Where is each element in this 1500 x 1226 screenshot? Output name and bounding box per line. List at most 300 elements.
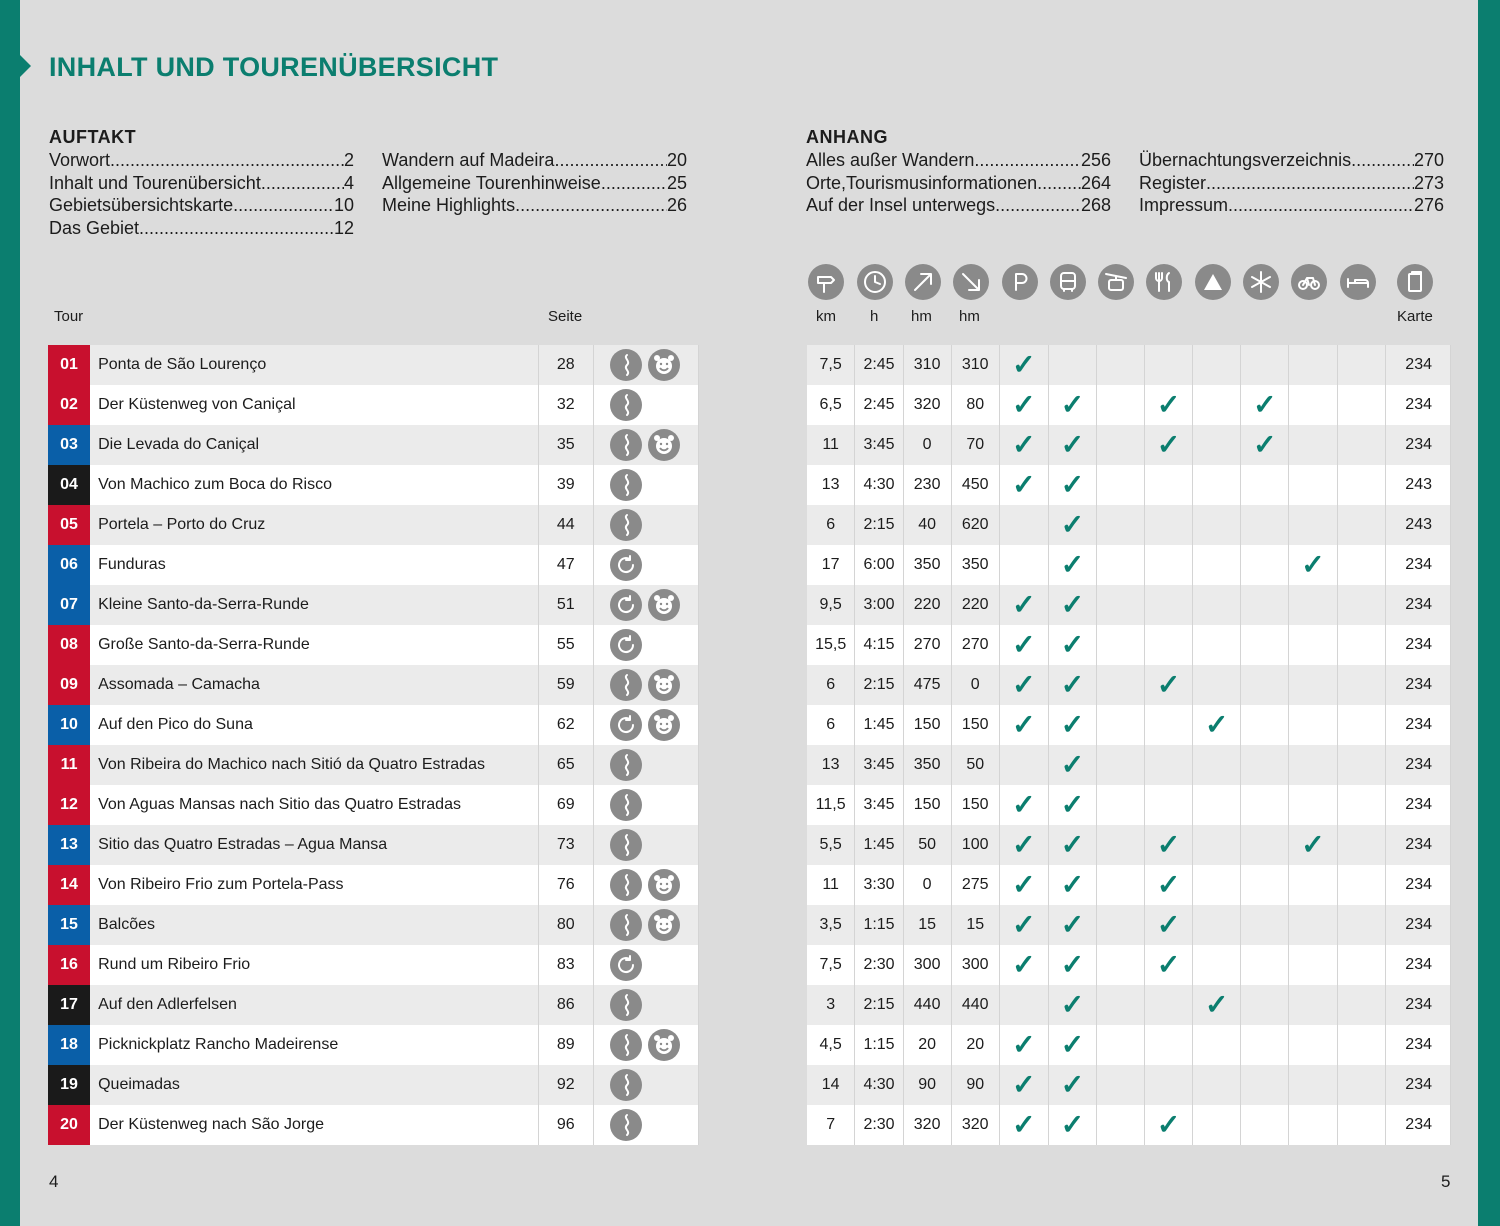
feature-cell [1289,1105,1337,1145]
toc-leader-dots [974,149,1081,172]
check-icon: ✓ [1012,909,1036,940]
toc-entry[interactable] [1139,172,1444,195]
feature-cell [1048,1065,1096,1105]
tour-page: 44 [538,505,593,545]
summit-icon [1195,264,1231,300]
feature-cell [1241,785,1289,825]
tour-type-cell [593,1105,698,1145]
descent-arrow-icon [953,264,989,300]
tour-ascent: 475 [903,665,951,705]
check-icon: ✓ [1156,949,1181,980]
feature-cell [1048,505,1096,545]
tour-row[interactable] [48,665,1451,705]
tour-descent: 320 [951,1105,999,1145]
tour-row[interactable] [48,585,1451,625]
tour-descent: 275 [951,865,999,905]
toc-entry-page: 26 [666,195,687,215]
toc-entry[interactable] [49,194,354,217]
auftakt-list-1 [49,149,354,239]
route-path-icon [610,1029,642,1061]
tour-ascent: 320 [903,1105,951,1145]
toc-entry-page: 270 [1413,150,1444,170]
bus-icon [1050,264,1086,300]
toc-entry-label: Inhalt und Tourenübersicht [49,172,261,193]
tour-duration: 2:15 [855,505,903,545]
tour-ascent: 15 [903,905,951,945]
feature-cell [1241,425,1289,465]
toc-entry[interactable] [382,149,687,172]
check-icon: ✓ [1060,829,1085,860]
toc-entry[interactable] [382,194,687,217]
feature-cell [1337,1105,1385,1145]
tour-km: 3 [807,985,855,1025]
tour-number: 04 [48,465,90,505]
check-icon: ✓ [1060,669,1085,700]
tour-row[interactable] [48,545,1451,585]
check-icon: ✓ [1156,429,1181,460]
feature-cell [1193,505,1241,545]
toc-entry[interactable] [806,194,1111,217]
tour-name[interactable]: Auf den Adlerfelsen [90,985,538,1025]
tour-name[interactable]: Rund um Ribeiro Frio [90,945,538,985]
tour-type-cell [593,905,698,945]
toc-entry-page: 264 [1080,172,1111,193]
header-seite: Seite [548,308,583,325]
feature-cell [1337,465,1385,505]
toc-leader-dots [261,172,344,195]
header-hm-up: hm [911,308,932,325]
ascent-arrow-icon [905,264,941,300]
anhang-list-2 [1139,149,1444,217]
tour-number: 09 [48,665,90,705]
check-icon: ✓ [1012,389,1036,420]
tour-ascent: 350 [903,745,951,785]
tour-ascent: 220 [903,585,951,625]
tour-page: 35 [538,425,593,465]
feature-cell [1048,1025,1096,1065]
feature-cell [1337,745,1385,785]
feature-cell [1241,545,1289,585]
feature-cell [1193,385,1241,425]
tour-descent: 0 [951,665,999,705]
tour-name[interactable]: Funduras [90,545,538,585]
feature-cell [1145,1025,1193,1065]
feature-cell [1193,1025,1241,1065]
tour-descent: 20 [951,1025,999,1065]
feature-cell [1145,785,1193,825]
feature-cell [1145,705,1193,745]
tour-name[interactable]: Der Küstenweg nach São Jorge [90,1105,538,1145]
check-icon: ✓ [1060,949,1085,980]
feature-cell [1289,945,1337,985]
tour-map-page: 243 [1385,465,1450,505]
feature-cell [1193,345,1241,385]
tour-km: 17 [807,545,855,585]
tour-row[interactable] [48,825,1451,865]
round-tour-icon [610,949,642,981]
feature-cell [1048,825,1096,865]
feature-cell [1097,1025,1145,1065]
feature-cell [1337,945,1385,985]
tour-ascent: 440 [903,985,951,1025]
feature-cell [1145,1065,1193,1105]
tour-descent: 310 [951,345,999,385]
check-icon: ✓ [1012,1109,1036,1140]
route-path-icon [610,869,642,901]
tour-name[interactable]: Portela – Porto do Cruz [90,505,538,545]
column-gap [699,545,807,585]
tour-table [48,345,1451,1145]
header-h: h [870,308,879,325]
tour-km: 7 [807,1105,855,1145]
tour-name[interactable]: Balcões [90,905,538,945]
tour-row[interactable] [48,1065,1451,1105]
feature-cell [1337,345,1385,385]
auftakt-heading: AUFTAKT [49,127,137,147]
feature-cell [1097,345,1145,385]
toc-entry-page: 268 [1080,195,1111,215]
feature-cell [1145,345,1193,385]
tour-page: 89 [538,1025,593,1065]
tour-name[interactable]: Sitio das Quatro Estradas – Agua Mansa [90,825,538,865]
feature-cell [999,985,1048,1025]
tour-type-cell [593,705,698,745]
column-gap [699,745,807,785]
tour-number: 03 [48,425,90,465]
feature-cell [1145,905,1193,945]
column-gap [699,905,807,945]
tour-ascent: 150 [903,705,951,745]
feature-cell [1193,865,1241,905]
feature-cell [1048,585,1096,625]
tour-name[interactable]: Assomada – Camacha [90,665,538,705]
tour-row[interactable] [48,905,1451,945]
feature-cell [1241,905,1289,945]
feature-cell [1337,425,1385,465]
check-icon: ✓ [1060,709,1085,740]
tour-descent: 70 [951,425,999,465]
tour-page: 80 [538,905,593,945]
tour-row[interactable] [48,425,1451,465]
tour-row[interactable] [48,345,1451,385]
tour-km: 9,5 [807,585,855,625]
feature-cell [1337,545,1385,585]
feature-cell [1337,905,1385,945]
tour-row[interactable] [48,745,1451,785]
tour-row[interactable] [48,985,1451,1025]
accommodation-icon [1340,264,1376,300]
toc-entry[interactable] [1139,194,1444,217]
bike-icon [1291,264,1327,300]
check-icon: ✓ [1060,1029,1085,1060]
toc-entry[interactable] [806,172,1111,195]
tour-type-cell [593,745,698,785]
feature-cell [1289,505,1337,545]
check-icon: ✓ [1012,789,1036,820]
tour-map-page: 234 [1385,745,1450,785]
feature-cell [999,385,1048,425]
tour-descent: 220 [951,585,999,625]
tour-name[interactable]: Queimadas [90,1065,538,1105]
tour-km: 6 [807,665,855,705]
feature-cell [1337,585,1385,625]
feature-cell [1097,585,1145,625]
tour-duration: 1:15 [855,905,903,945]
tour-name[interactable]: Auf den Pico do Suna [90,705,538,745]
tour-row[interactable] [48,1105,1451,1145]
tour-type-cell [593,785,698,825]
tour-duration: 2:30 [855,945,903,985]
tour-descent: 15 [951,905,999,945]
tour-map-page: 234 [1385,945,1450,985]
tour-row[interactable] [48,785,1451,825]
feature-cell [1145,945,1193,985]
check-icon: ✓ [1012,829,1036,860]
toc-entry[interactable] [1139,149,1444,172]
feature-cell [1193,945,1241,985]
tour-ascent: 50 [903,825,951,865]
feature-cell [999,865,1048,905]
route-path-icon [610,789,642,821]
toc-entry[interactable] [49,149,354,172]
tour-name[interactable]: Große Santo-da-Serra-Runde [90,625,538,665]
tour-descent: 50 [951,745,999,785]
feature-cell [1241,465,1289,505]
tour-page: 69 [538,785,593,825]
check-icon: ✓ [1060,909,1085,940]
feature-cell [1193,1065,1241,1105]
tour-duration: 4:30 [855,1065,903,1105]
feature-cell [999,425,1048,465]
tour-name[interactable]: Picknickplatz Rancho Madeirense [90,1025,538,1065]
tour-number: 11 [48,745,90,785]
check-icon: ✓ [1060,989,1085,1020]
tour-ascent: 350 [903,545,951,585]
tour-descent: 100 [951,825,999,865]
page-number-right: 5 [1441,1172,1451,1191]
feature-cell [1048,985,1096,1025]
check-icon: ✓ [1012,709,1036,740]
tour-type-cell [593,425,698,465]
tour-number: 15 [48,905,90,945]
family-friendly-icon [648,669,680,701]
column-gap [699,785,807,825]
column-gap [699,665,807,705]
tour-map-page: 234 [1385,545,1450,585]
tour-row[interactable] [48,625,1451,665]
feature-cell [1097,385,1145,425]
feature-cell [1289,905,1337,945]
tour-page: 59 [538,665,593,705]
tour-page: 51 [538,585,593,625]
page-title: INHALT UND TOURENÜBERSICHT [49,52,499,82]
tour-type-cell [593,945,698,985]
header-hm-down: hm [959,308,980,325]
tour-duration: 1:45 [855,825,903,865]
feature-cell [1241,945,1289,985]
feature-cell [1048,545,1096,585]
check-icon: ✓ [1012,349,1036,380]
feature-cell [999,505,1048,545]
feature-cell [1097,625,1145,665]
tour-name[interactable]: Ponta de São Lourenço [90,345,538,385]
feature-cell [1097,865,1145,905]
route-path-icon [610,389,642,421]
tour-number: 02 [48,385,90,425]
tour-page: 76 [538,865,593,905]
tour-name[interactable]: Der Küstenweg von Caniçal [90,385,538,425]
tour-type-cell [593,585,698,625]
toc-leader-dots [1206,172,1414,195]
toc-entry-label: Übernachtungsverzeichnis [1139,150,1352,170]
toc-entry-label: Wandern auf Madeira [382,150,555,170]
tour-type-cell [593,865,698,905]
tour-duration: 2:30 [855,1105,903,1145]
feature-cell [1097,665,1145,705]
toc-entry-page: 256 [1080,150,1111,170]
tour-number: 12 [48,785,90,825]
column-gap [699,1105,807,1145]
cable-car-icon [1098,264,1134,300]
toc-entry[interactable] [382,172,687,195]
route-path-icon [610,1069,642,1101]
tour-type-cell [593,825,698,865]
toc-entry[interactable] [49,172,354,195]
tour-ascent: 0 [903,865,951,905]
check-icon: ✓ [1156,1109,1181,1140]
feature-cell [1289,785,1337,825]
feature-cell [1048,785,1096,825]
toc-leader-dots [601,172,667,195]
tour-page: 92 [538,1065,593,1105]
feature-cell [1048,945,1096,985]
family-friendly-icon [648,589,680,621]
tour-map-page: 243 [1385,505,1450,545]
feature-cell [1289,385,1337,425]
tour-name[interactable]: Von Ribeiro Frio zum Portela-Pass [90,865,538,905]
feature-cell [1289,425,1337,465]
tour-type-cell [593,1025,698,1065]
feature-cell [1145,465,1193,505]
feature-cell [1145,745,1193,785]
check-icon: ✓ [1012,669,1036,700]
toc-leader-dots [110,149,344,172]
tour-name[interactable]: Von Machico zum Boca do Risco [90,465,538,505]
column-gap [699,705,807,745]
feature-cell [1289,345,1337,385]
tour-name[interactable]: Die Levada do Caniçal [90,425,538,465]
column-gap [699,385,807,425]
tour-row[interactable] [48,865,1451,905]
tour-km: 11 [807,425,855,465]
tour-row[interactable] [48,505,1451,545]
feature-cell [1289,705,1337,745]
tour-name[interactable]: Von Ribeira do Machico nach Sitió da Quatro Estradas [90,745,538,785]
tour-duration: 3:30 [855,865,903,905]
toc-entry[interactable] [49,217,354,240]
feature-cell [1193,905,1241,945]
tour-ascent: 0 [903,425,951,465]
feature-cell [1289,665,1337,705]
tour-page: 83 [538,945,593,985]
tour-row[interactable] [48,465,1451,505]
tour-name[interactable]: Kleine Santo-da-Serra-Runde [90,585,538,625]
tour-row[interactable] [48,705,1451,745]
feature-cell [1241,585,1289,625]
tour-descent: 270 [951,625,999,665]
column-gap [699,465,807,505]
feature-cell [1048,665,1096,705]
check-icon: ✓ [1060,1069,1085,1100]
column-gap [699,1065,807,1105]
tour-ascent: 310 [903,345,951,385]
tour-map-page: 234 [1385,905,1450,945]
feature-cell [1337,1065,1385,1105]
feature-cell [1193,665,1241,705]
toc-entry[interactable] [806,149,1111,172]
feature-cell [1241,345,1289,385]
check-icon: ✓ [1060,1109,1085,1140]
tour-descent: 350 [951,545,999,585]
family-friendly-icon [648,909,680,941]
tour-number: 10 [48,705,90,745]
feature-cell [1289,865,1337,905]
tour-map-page: 234 [1385,665,1450,705]
round-tour-icon [610,589,642,621]
toc-entry-page: 25 [666,172,687,193]
feature-cell [1145,1105,1193,1145]
parking-icon [1002,264,1038,300]
tour-row[interactable] [48,385,1451,425]
feature-cell [1337,665,1385,705]
tour-descent: 150 [951,785,999,825]
tour-km: 6,5 [807,385,855,425]
tour-map-page: 234 [1385,1065,1450,1105]
tour-descent: 150 [951,705,999,745]
tour-name[interactable]: Von Aguas Mansas nach Sitio das Quatro Estradas [90,785,538,825]
feature-cell [1289,1065,1337,1105]
feature-cell [1289,825,1337,865]
tour-number: 06 [48,545,90,585]
tour-page: 62 [538,705,593,745]
tour-row[interactable] [48,945,1451,985]
route-path-icon [610,669,642,701]
signpost-icon [808,264,844,300]
check-icon: ✓ [1012,1029,1036,1060]
tour-km: 14 [807,1065,855,1105]
feature-cell [1289,625,1337,665]
tour-type-cell [593,545,698,585]
check-icon: ✓ [1060,429,1085,460]
tour-type-cell [593,665,698,705]
toc-entry-label: Vorwort [49,150,111,170]
tour-duration: 3:45 [855,785,903,825]
tour-descent: 440 [951,985,999,1025]
tour-row[interactable] [48,1025,1451,1065]
feature-cell [999,905,1048,945]
round-tour-icon [610,709,642,741]
toc-leader-dots [1351,149,1414,172]
toc-leader-dots [515,194,667,217]
route-path-icon [610,909,642,941]
feature-cell [999,665,1048,705]
tour-duration: 4:15 [855,625,903,665]
toc-leader-dots [139,217,334,240]
feature-cell [1289,545,1337,585]
feature-cell [1193,705,1241,745]
feature-cell [1289,745,1337,785]
feature-cell [1048,385,1096,425]
